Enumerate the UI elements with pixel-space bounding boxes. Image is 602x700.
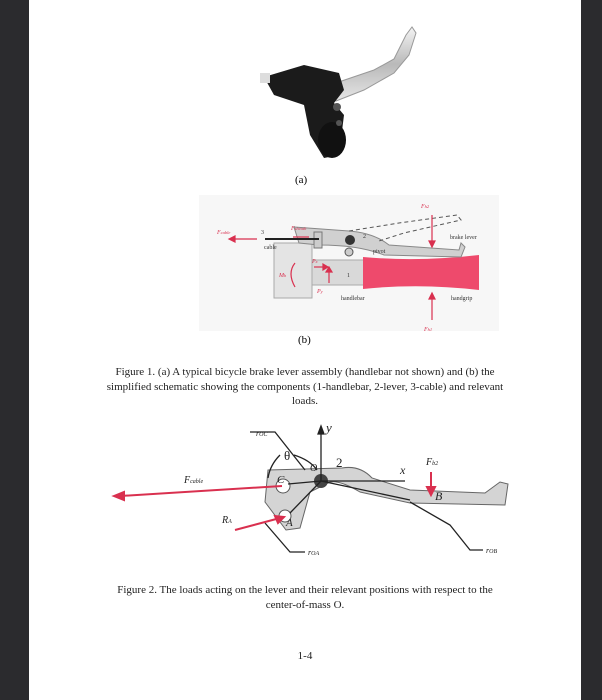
y-axis-label: y [326,420,332,435]
document-page [29,0,581,700]
cable-force-arrowhead [114,492,124,500]
r-a-label: RA [222,515,232,526]
brake-lever-photo [244,15,434,165]
lever-load-diagram [110,420,550,570]
lever-housing [274,243,312,298]
m-h-label: Mh [279,273,287,279]
point-b-label: B [435,489,443,503]
cable-number-label: 3 [261,230,264,236]
figure-1-caption [29,365,581,409]
cable-anchor [345,235,355,245]
caption-line: center-of-mass O. [265,598,345,611]
f-h1-label: Fh1 [424,327,433,333]
cable-adjuster [260,73,270,83]
x-axis-label: x [400,463,406,477]
lever-body [265,467,508,530]
figure-1a-label: (a) [295,174,308,186]
f-h2-label: Fh2 [421,204,430,210]
pivot-pin [345,248,353,256]
brake-lever-label: brake lever [450,235,477,241]
f-cable-label: Fcable [217,230,231,236]
caption-line: Figure 2. The loads acting on the lever and their relevant positions with respect to the [117,584,493,596]
caption-line: Figure 1. (a) A typical bicycle brake lever assembly (handlebar not shown) and (b) the [115,366,495,378]
handlebar-label: handlebar [341,296,365,302]
f-cable-label: Fcable [184,475,204,486]
lever-number-label: 2 [336,455,343,470]
handlebar-clamp [318,122,346,158]
lever-number-label: 2 [363,234,366,240]
cable-force-arrow [120,486,282,496]
r-oc-label: rOC [256,429,268,438]
origin-label: O [310,463,318,474]
caption-line: simplified schematic showing the components (1-handlebar, 2-lever, 3-cable) and relevant [106,380,504,393]
p-y-label: Py [317,289,323,295]
theta-label: θ [284,448,291,463]
point-c-label: C [277,474,285,486]
handlebar-number-label: 1 [347,273,350,279]
brake-lever-schematic [199,195,499,335]
p-x-label: Px [312,259,318,265]
r-ob-label: rOB [486,546,498,555]
r-ob-leader [410,502,483,550]
y-axis-arrowhead [318,426,324,434]
page-number: 1-4 [297,650,313,662]
handgrip [363,255,479,290]
cable-label: cable [264,245,277,251]
handgrip-label: handgrip [451,296,473,302]
pivot-label: pivot [373,249,386,255]
figure-2-caption [29,583,581,612]
figure-1b-label: (b) [298,334,311,346]
reaction-force-arrow [235,518,280,530]
r-oa-label: rOA [308,548,320,557]
f-b2-label: Fb2 [426,457,439,468]
clamp-bolt [336,120,342,126]
clamp-bolt [333,103,341,111]
point-a-label: A [286,517,293,529]
caption-line: loads. [292,395,318,407]
f-sheath-label: Fsheath [291,226,307,232]
